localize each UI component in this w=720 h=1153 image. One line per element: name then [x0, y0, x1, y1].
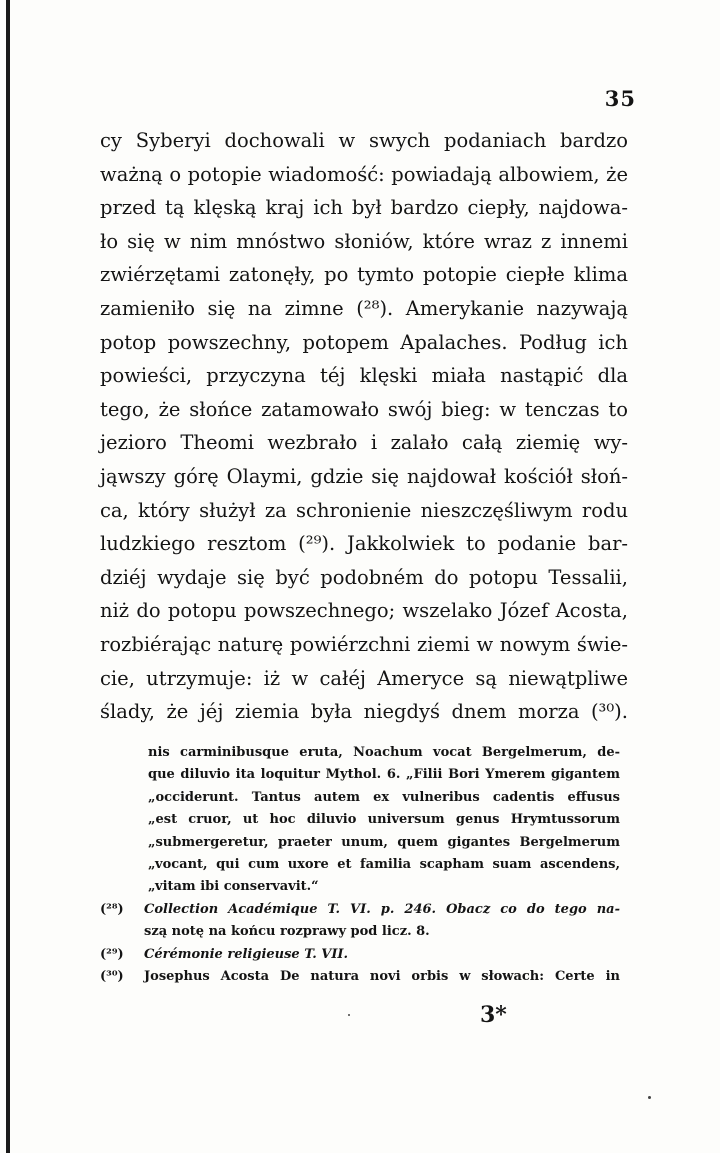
footnote-28: [100, 899, 620, 921]
text-line: ca, który służył za schronienie nieszczęśliwym rodu: [100, 498, 628, 522]
paper-speck: [648, 1096, 651, 1099]
printer-signature-mark: 3*: [480, 1002, 507, 1028]
text-line: ludzkiego resztom (²⁹). Jakkolwiek to podanie bar-: [100, 532, 628, 556]
text-line: dziéj wydaje się być podobném do potopu Tessalii,: [100, 565, 628, 589]
footnote-continuation-line: „vocant, qui cum uxore et familia scapham suam ascendens,: [148, 857, 620, 873]
main-body-text: [100, 124, 628, 729]
text-line: niż do potopu powszechnego; wszelako Józef Acosta,: [100, 599, 628, 623]
footnote-marker: (³⁰): [100, 969, 124, 985]
text-line: rozbiérając naturę powiérzchni ziemi w nowym świe-: [100, 632, 628, 656]
text-line: jąwszy górę Olaymi, gdzie się najdował kościół słoń-: [100, 464, 628, 488]
footnote-28-continuation: szą notę na końcu rozprawy pod licz. 8.: [144, 924, 430, 940]
text-line: zamieniło się na zimne (²⁸). Amerykanie nazywają: [100, 296, 628, 320]
footnotes-section: [100, 742, 620, 988]
text-line: ło się w nim mnóstwo słoniów, które wraz z innemi: [100, 229, 628, 253]
footnote-marker: (²⁸): [100, 901, 124, 917]
text-line: jezioro Theomi wezbrało i zalało całą ziemię wy-: [100, 431, 628, 455]
footnote-text: Josephus Acosta De natura novi orbis w słowach: Certe in: [144, 969, 620, 985]
binding-edge: [6, 0, 10, 1153]
footnote-continuation-line: „occiderunt. Tantus autem ex vulneribus cadentis effusus: [148, 789, 620, 805]
text-line: powieści, przyczyna téj klęski miała nastąpić dla: [100, 364, 628, 388]
footnote-continuation-line: que diluvio ita loquitur Mythol. 6. „Filii Bori Ymerem gigantem: [148, 767, 620, 783]
text-line: zwiérzętami zatonęły, po tymto potopie ciepłe klima: [100, 263, 628, 287]
text-line: ważną o potopie wiadomość: powiadają albowiem, że: [100, 162, 628, 186]
footnote-text: Collection Académique T. VI. p. 246. Obacz co do tego na-: [144, 901, 620, 917]
footnote-continuation-line: „est cruor, ut hoc diluvio universum genus Hrymtussorum: [148, 812, 620, 828]
text-line: ślady, że jéj ziemia była niegdyś dnem morza (³⁰).: [100, 700, 628, 724]
text-line: cie, utrzymuje: iż w całéj Ameryce są niewątpliwe: [100, 666, 628, 690]
paper-speck: [348, 1014, 350, 1016]
page-number: 35: [604, 86, 636, 111]
footnote-29: [100, 944, 620, 966]
footnote-continuation-line: nis carminibusque eruta, Noachum vocat Bergelmerum, de-: [148, 745, 620, 760]
footnote-marker: (²⁹): [100, 946, 124, 962]
footnote-text: Cérémonie religieuse T. VII.: [144, 946, 349, 962]
footnote-continuation-line: „submergeretur, praeter unum, quem gigantes Bergelmerum: [148, 834, 620, 850]
text-line: cy Syberyi dochowali w swych podaniach bardzo: [100, 129, 628, 152]
footnote-30: [100, 966, 620, 988]
text-line: przed tą klęską kraj ich był bardzo ciepły, najdowa-: [100, 196, 628, 220]
text-line: potop powszechny, potopem Apalaches. Podług ich: [100, 330, 628, 354]
text-line: tego, że słońce zatamowało swój bieg: w tenczas to: [100, 397, 628, 421]
footnote-continuation-line: „vitam ibi conservavit.“: [148, 879, 319, 895]
